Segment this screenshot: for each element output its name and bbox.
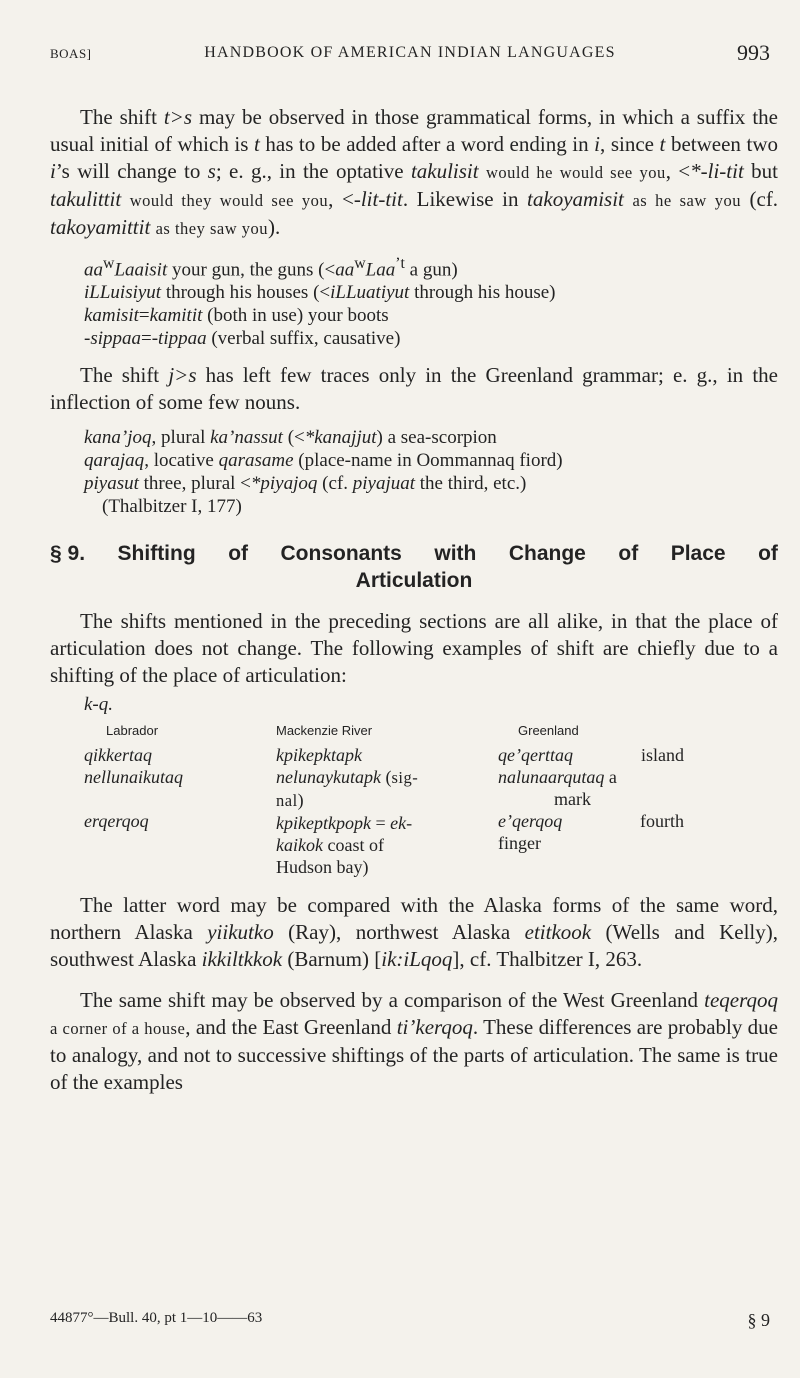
page-body [50,104,778,1096]
section-heading: § 9. Shifting of Consonants with Change of Place of Articulation [50,542,778,593]
example-line: iLLuisiyut through his houses (<iLLuatiyut through his house) [84,282,556,304]
example-line: $aa^wLaaisit$ your gun, the guns ($<aa^wLaa^{ʼt}$ a gun) [84,255,458,281]
paragraph-greenland-comparison: The same shift may be observed by a comparison of the West Greenland teqerqoq a corner of a house, and the East Greenland ti’kerqoq. These differences are probably due to analogy, and not to successive shiftings of the parts of articulation. The same is true of the examples [50,988,779,1095]
column-header: Labrador [106,723,159,739]
header-title: HANDBOOK OF AMERICAN INDIAN LANGUAGES [204,44,616,61]
page-footer [50,1310,770,1330]
column-header: Greenland [518,723,579,739]
paragraph-t-s-shift: The shift t>s may be observed in those grammatical forms, in which a suffix the usual initial of which is t has to be added after a word ending in i, since t between two i’s will change to s; e. g., in the optative takulisit would he would see you, <*-li-tit but takulittit would they would see you, <-lit-tit. Likewise in takoyamisit as he saw you (cf. takoyamittit as they saw you). [50,105,779,239]
example-line: kana’joq, plural ka’nassut (<*kanajjut) a sea-scorpion [84,427,497,449]
example-line: piyasut three, plural <*piyajoq (cf. piyajuat the third, etc.) (Thalbitzer I, 177) [84,473,527,518]
page-number: 993 [737,40,770,65]
footer-imprint: 44877°—Bull. 40, pt 1—10——63 [50,1310,263,1326]
column-greenland: Greenland qe’qerttaq island nalunaarqutaq a mark e’qerqoq fourth finger [498,720,684,878]
footer-section: § 9 [747,1310,770,1330]
example-list-j-s [84,426,778,518]
example-line: -sippaa=-tippaa (verbal suffix, causative) [84,328,401,350]
running-header [50,40,770,70]
column-header: Mackenzie River [276,723,373,739]
comparison-table [84,720,778,878]
example-line: kamisit=kamitit (both in use) your boots [84,305,389,327]
example-list-t-s [84,252,778,350]
shift-label: k-q. [84,694,114,716]
paragraph-intro: The shifts mentioned in the preceding sections are all alike, in that the place of articulation does not change. The following examples of shift are chiefly due to a shifting of the place of articulation: [50,609,778,688]
paragraph-alaska-forms: The latter word may be compared with the Alaska forms of the same word, northern Alaska yiikutko (Ray), northwest Alaska etitkook (Wells and Kelly), southwest Alaska ikkiltkkok (Barnum) [ik:iLqoq], cf. Thalbitzer I, 263. [50,893,779,972]
column-mackenzie: Mackenzie River kpikepktapk nelunaykutapk (sig- nal) kpikeptkpopk = ek- kaikok coast of Hudson bay) [276,720,498,878]
example-line: qarajaq, locative qarasame (place-name in Oommannaq fiord) [84,450,563,472]
column-labrador: Labrador qikkertaq nellunaikutaq erqerqoq [84,720,276,878]
paragraph-j-s-shift: The shift j>s has left few traces only in the Greenland grammar; e. g., in the inflection of some few nouns. [50,363,779,415]
header-author: BOAS] [50,46,92,61]
